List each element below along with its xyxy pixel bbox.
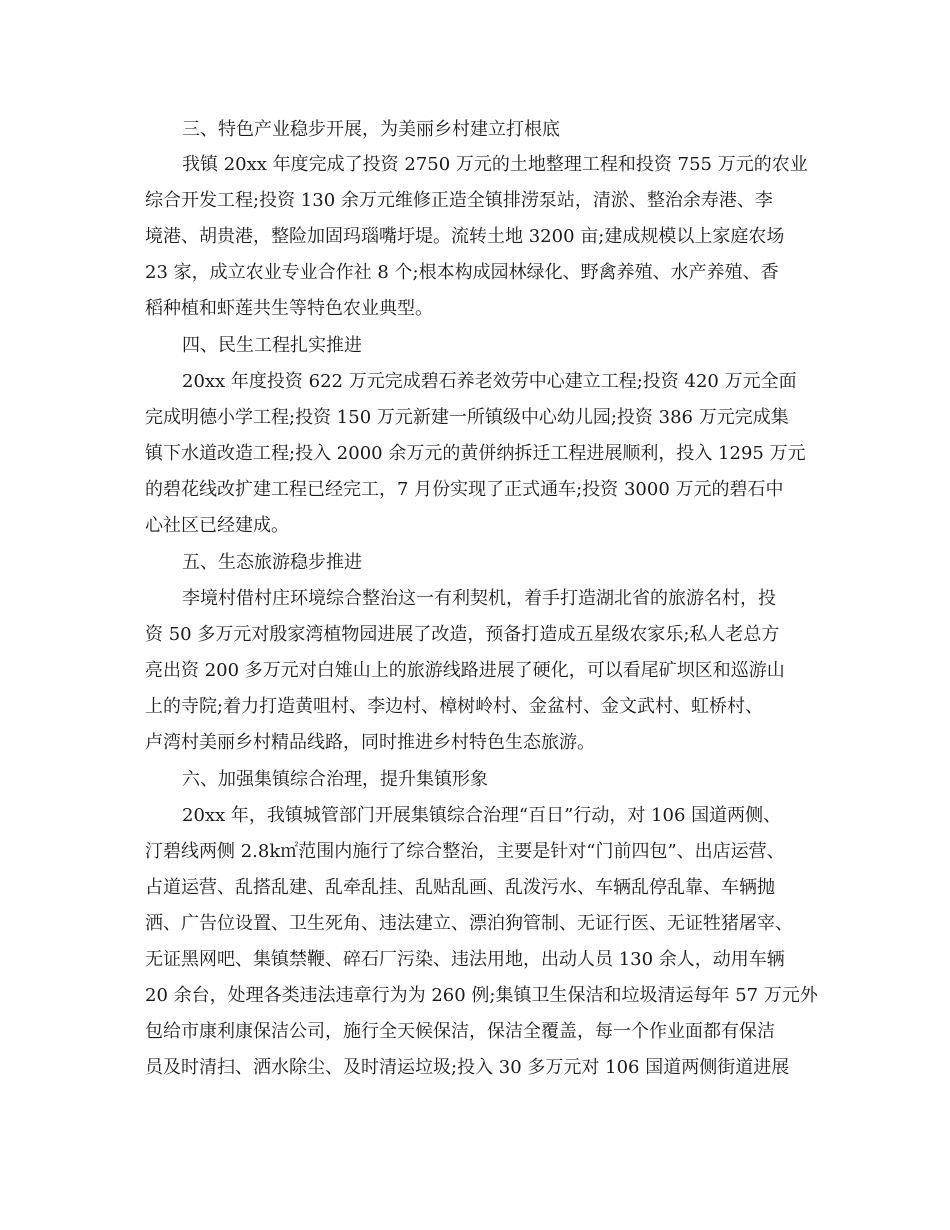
- paragraph-line: 亮出资 200 多万元对白雉山上的旅游线路进展了硬化，可以看尾矿坝区和巡游山: [145, 660, 785, 681]
- paragraph-line: 稻种植和虾莲共生等特色农业典型。: [145, 298, 433, 319]
- paragraph-line: 综合开发工程;投资 130 余万元维修正造全镇排涝泵站，清淤、整治余寿港、李: [145, 190, 773, 211]
- paragraph-line: 洒、广告位设置、卫生死角、违法建立、漂泊狗管制、无证行医、无证牲猪屠宰、: [145, 913, 793, 934]
- paragraph-line: 无证黑网吧、集镇禁鞭、碎石厂污染、违法用地，出动人员 130 余人，动用车辆: [145, 949, 785, 970]
- paragraph-line: 境港、胡贵港，整险加固玛瑙嘴圩堤。流转土地 3200 亩;建成规模以上家庭农场: [145, 226, 785, 247]
- paragraph-line: 镇下水道改造工程;投入 2000 余万元的黄併纳拆迁工程进展顺利，投入 1295 万元: [145, 443, 806, 464]
- paragraph-line: 23 家，成立农业专业合作社 8 个;根本构成园林绿化、野禽养殖、水产养殖、香: [145, 262, 779, 283]
- section-heading: 三、特色产业稳步开展，为美丽乡村建立打根底: [182, 119, 560, 140]
- paragraph-line: 我镇 20xx 年度完成了投资 2750 万元的土地整理工程和投资 755 万元的农业: [182, 154, 808, 175]
- paragraph-line: 上的寺院;着力打造黄咀村、李边村、樟树岭村、金盆村、金文武村、虹桥村、: [145, 696, 764, 717]
- paragraph-line: 李境村借村庄环境综合整治这一有利契机，着手打造湖北省的旅游名村，投: [182, 588, 776, 609]
- paragraph-line: 20xx 年，我镇城管部门开展集镇综合治理“百日”行动，对 106 国道两侧、: [182, 805, 782, 826]
- paragraph-line: 的碧花线改扩建工程已经完工，7 月份实现了正式通车;投资 3000 万元的碧石中: [145, 479, 784, 500]
- paragraph-line: 包给市康利康保洁公司，施行全天候保洁，保洁全覆盖，每一个作业面都有保洁: [145, 1021, 775, 1042]
- paragraph-line: 卢湾村美丽乡村精品线路，同时推进乡村特色生态旅游。: [145, 732, 595, 753]
- paragraph-line: 汀碧线两侧 2.8k㎡范围内施行了综合整治，主要是针对“门前四包”、出店运营、: [145, 841, 785, 862]
- paragraph-line: 完成明德小学工程;投资 150 万元新建一所镇级中心幼儿园;投资 386 万元完成集: [145, 407, 789, 428]
- section-heading: 五、生态旅游稳步推进: [182, 552, 362, 573]
- section-heading: 六、加强集镇综合治理，提升集镇形象: [182, 769, 488, 790]
- paragraph-line: 员及时清扫、洒水除尘、及时清运垃圾;投入 30 多万元对 106 国道两侧街道进展: [145, 1057, 790, 1078]
- paragraph-line: 20xx 年度投资 622 万元完成碧石养老效劳中心建立工程;投资 420 万元全面: [182, 371, 797, 392]
- paragraph-line: 心社区已经建成。: [145, 515, 289, 536]
- paragraph-line: 资 50 多万元对殷家湾植物园进展了改造，预备打造成五星级农家乐;私人老总方: [145, 624, 780, 645]
- paragraph-line: 占道运营、乱搭乱建、乱牵乱挂、乱贴乱画、乱泼污水、车辆乱停乱靠、车辆抛: [145, 877, 775, 898]
- section-heading: 四、民生工程扎实推进: [182, 335, 362, 356]
- paragraph-line: 20 余台，处理各类违法违章行为为 260 例;集镇卫生保洁和垃圾清运每年 57 万元外: [145, 985, 818, 1006]
